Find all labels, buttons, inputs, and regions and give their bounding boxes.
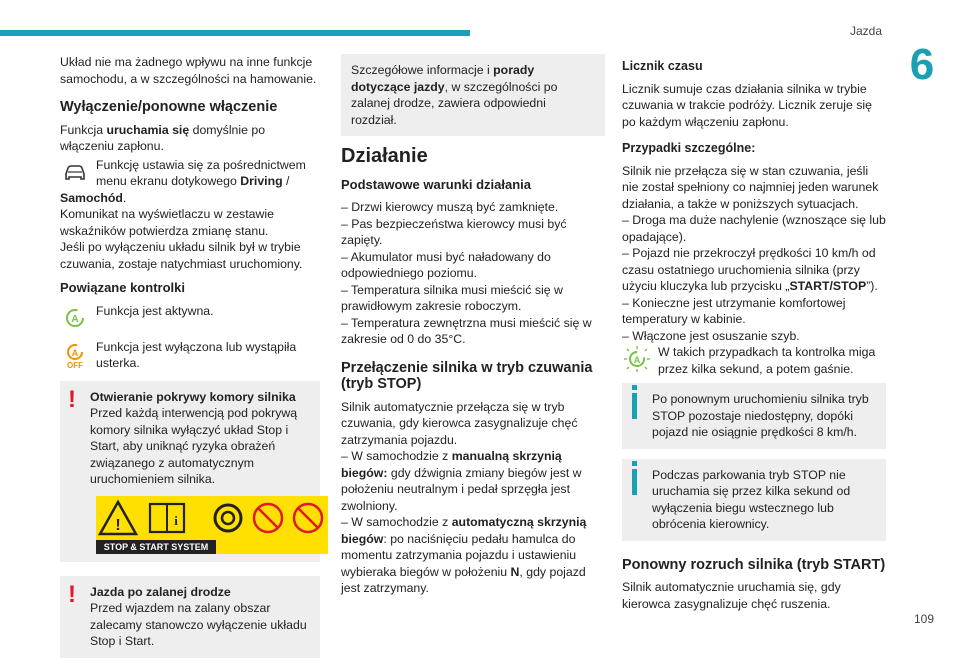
- column-1: [60, 54, 320, 666]
- svg-text:!: !: [115, 516, 121, 534]
- note-driving-advice: Szczegółowe informacje i porady dotyczące jazdy, w szczególności po zalanej drodze, zawiera odpowiedni rozdział.: [341, 54, 605, 136]
- sticker-label: STOP & START SYSTEM: [96, 540, 216, 554]
- warning-icon: !: [68, 580, 76, 608]
- page-number: 109: [913, 612, 934, 626]
- info-parking: Podczas parkowania tryb STOP nie uruchamia się przez kilka sekund od wyłączenia biegu wstecznego lub obrócenia kierownicy.: [622, 459, 886, 541]
- auto-stop-blinking-icon: [622, 344, 652, 374]
- cond-2: – Pas bezpieczeństwa kierowcy musi być zapięty.: [341, 216, 567, 247]
- cond-3: – Akumulator musi być naładowany do odpowiedniego poziomu.: [341, 249, 551, 280]
- special-5: – Włączone jest osuszanie szyb.: [622, 328, 800, 343]
- heading-lamps: Powiązane kontrolki: [60, 280, 185, 295]
- header-accent-bar: [0, 30, 470, 36]
- heading-toggle: Wyłączenie/ponowne włączenie: [60, 99, 278, 115]
- heading-timer: Licznik czasu: [622, 59, 703, 73]
- warning-flood: ! Jazda po zalanej drodze Przed wjazdem na zalany obszar zalecamy stanowczo wyłączenie układu Stop i Start.: [60, 576, 320, 658]
- stop-start-sticker: [96, 496, 328, 554]
- special-3: – Pojazd nie przekroczył prędkości 10 km/h od czasu ostatniego uruchomienia silnika (przy użyciu kluczyka lub przycisku „START/STOP”).: [622, 246, 878, 293]
- cond-1: – Drzwi kierowcy muszą być zamknięte.: [341, 200, 559, 214]
- info-icon: [632, 393, 637, 419]
- heading-basic: Podstawowe warunki działania: [341, 176, 531, 192]
- heading-special: Przypadki szczególne:: [622, 141, 756, 155]
- lamp-off-row: A OFF Funkcja jest wyłączona lub wystąpiła usterka.: [60, 339, 320, 373]
- column-3: [622, 54, 886, 620]
- heading-operation: Działanie: [341, 145, 428, 167]
- auto-stop-off-orange-icon: A OFF: [60, 339, 90, 373]
- info-icon: [632, 469, 637, 495]
- special-2: – Droga ma duże nachylenie (wznoszące się lub opadające).: [622, 213, 886, 244]
- manual-gearbox: – W samochodzie z manualną skrzynią biegów: gdy dźwignia zmiany biegów jest w położeniu neutralnym i pedał sprzęgła jest zwolniony.: [341, 449, 582, 513]
- auto-gearbox: – W samochodzie z automatyczną skrzynią biegów: po naciśnięciu pedału hamulca do momentu zatrzymania pojazdu i ustawieniu wybieraka biegów w położeniu N, gdy pojazd jest zatrzymany.: [341, 515, 587, 595]
- svg-text:A: A: [71, 347, 79, 358]
- message-text: Komunikat na wyświetlaczu w zestawie wskaźników potwierdza zmianę stanu.: [60, 207, 274, 238]
- intro-text: Układ nie ma żadnego wpływu na inne funkcje samochodu, a w szczególności na hamowanie.: [60, 55, 317, 86]
- start-text: Silnik automatycznie uruchamia się, gdy kierowca zasygnalizuje chęć ruszenia.: [622, 580, 841, 611]
- menu-line: Funkcję ustawia się za pośrednictwem menu ekranu dotykowego Driving /: [60, 157, 320, 190]
- special-4: – Konieczne jest utrzymanie komfortowej temperatury w kabinie.: [622, 295, 846, 326]
- timer-text: Licznik sumuje czas działania silnika w trybie czuwania w trakcie podróży. Licznik zeruje się po każdym włączeniu zapłonu.: [622, 81, 872, 129]
- heading-stop-mode: Przełączenie silnika w tryb czuwania (tryb STOP): [341, 359, 593, 392]
- svg-text:i: i: [174, 512, 178, 528]
- standby-text: Jeśli po wyłączeniu układu silnik był w trybie czuwania, zostaje natychmiast uruchomiony.: [60, 240, 303, 271]
- section-title: Jazda: [849, 24, 882, 38]
- car-icon: [60, 157, 90, 187]
- svg-text:A: A: [71, 313, 79, 325]
- warning-icon: !: [68, 385, 76, 413]
- chapter-number: 6: [909, 40, 935, 89]
- cond-5: – Temperatura zewnętrzna musi mieścić się w zakresie od 0 do 35°C.: [341, 315, 592, 346]
- column-2: [341, 54, 605, 605]
- blink-row: A W takich przypadkach ta kontrolka miga przez kilka sekund, a potem gaśnie.: [622, 344, 886, 377]
- special-1: Silnik nie przełącza się w stan czuwania, jeśli nie został spełniony co najmniej jeden warunek działania, a także w poniższych sytuacjach.: [622, 163, 879, 211]
- heading-start-mode: Ponowny rozruch silnika (tryb START): [622, 556, 886, 573]
- stop-text: Silnik automatycznie przełącza się w tryb czuwania, gdy kierowca zasygnalizuje chęć zatrzymania pojazdu.: [341, 399, 578, 447]
- cond-4: – Temperatura silnika musi mieścić się w prawidłowym zakresie roboczym.: [341, 282, 563, 313]
- toggle-text-1: Funkcja uruchamia się domyślnie po włączeniu zapłonu.: [60, 122, 266, 153]
- menu-line-end: Samochód.: [60, 190, 127, 205]
- lamp-on-row: A Funkcja jest aktywna.: [60, 303, 320, 333]
- info-restart: Po ponownym uruchomieniu silnika tryb STOP pozostaje niedostępny, dopóki pojazd nie osiągnie prędkości 8 km/h.: [622, 383, 886, 449]
- warning-hood: ! Otwieranie pokrywy komory silnika Przed każdą interwencją pod pokrywą komory silnika wyłączyć układ Stop i Start, aby uniknąć ryzyka obrażeń związanego z automatycznym uruchomieniem silnika. ! i STOP & START SYSTEM: [60, 381, 320, 562]
- auto-stop-green-icon: [60, 303, 90, 333]
- svg-text:A: A: [633, 355, 641, 365]
